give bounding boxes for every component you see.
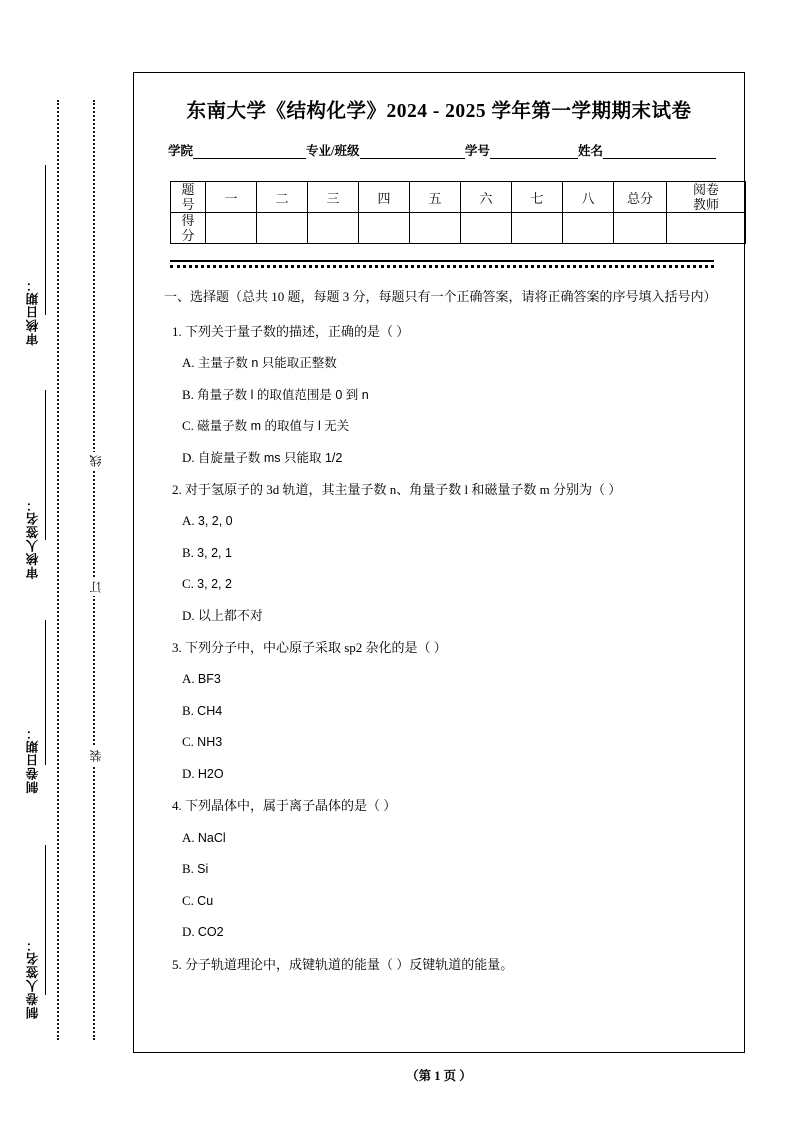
page-footer: （第 1 页 ） bbox=[406, 1069, 472, 1083]
question-4-number: 4. bbox=[172, 798, 182, 814]
question-2-option-b-key: B. bbox=[182, 544, 194, 560]
question-1-option-d-key: D. bbox=[182, 449, 195, 465]
question-1-option-a[interactable] bbox=[164, 354, 714, 373]
student-identity-line bbox=[168, 141, 716, 159]
question-4-option-c-key: C. bbox=[182, 892, 194, 908]
question-2-option-d-text: 以上都不对 bbox=[197, 607, 263, 623]
question-2-option-c[interactable] bbox=[164, 575, 714, 594]
score-cell-5[interactable] bbox=[410, 213, 461, 244]
question-1-option-c-key: C. bbox=[182, 418, 194, 434]
section-separator bbox=[170, 260, 714, 268]
score-cell-6[interactable] bbox=[461, 213, 512, 244]
question-3-option-c[interactable] bbox=[164, 733, 714, 752]
binding-margin bbox=[0, 0, 133, 1122]
question-3-option-b-key: B. bbox=[182, 702, 194, 718]
binding-dotted-line-inner bbox=[57, 100, 59, 1040]
row-header-score bbox=[171, 213, 206, 244]
question-1-option-c[interactable] bbox=[164, 417, 714, 436]
question-1-option-a-text: 主量子数 n 只能取正整数 bbox=[197, 356, 337, 371]
score-table bbox=[170, 181, 746, 244]
question-2-text: 对于氢原子的 3d 轨道，其主量子数 n、角量子数 l 和磁量子数 m 分别为（ ） bbox=[185, 482, 622, 498]
question-2-option-d-key: D. bbox=[182, 607, 195, 623]
question-3-text: 下列分子中，中心原子采取 sp2 杂化的是（ ） bbox=[185, 640, 447, 656]
table-cell-col-6: 六 bbox=[461, 182, 512, 213]
field-label-major-class: 专业/班级 bbox=[306, 144, 360, 158]
question-5 bbox=[164, 956, 714, 974]
question-1-option-a-key: A. bbox=[182, 355, 195, 371]
score-cell-7[interactable] bbox=[512, 213, 563, 244]
row-header-question-number bbox=[171, 182, 206, 213]
row-header-question-number-line2: 号 bbox=[181, 197, 195, 213]
binding-divider-3 bbox=[45, 620, 46, 765]
grader-label-line2: 教师 bbox=[692, 197, 719, 213]
question-2-option-a-text: 3, 2, 0 bbox=[197, 514, 233, 529]
question-2-option-a-key: A. bbox=[182, 513, 195, 529]
field-blank-college[interactable] bbox=[193, 145, 306, 159]
binding-divider-1 bbox=[45, 165, 46, 315]
question-3-option-d-key: D. bbox=[182, 765, 195, 781]
question-4-option-c[interactable] bbox=[164, 892, 714, 911]
table-cell-col-8: 八 bbox=[563, 182, 614, 213]
binding-dotted-line-outer bbox=[93, 100, 95, 1040]
question-3-option-a-key: A. bbox=[182, 671, 195, 687]
exam-body bbox=[164, 286, 717, 973]
table-cell-col-4: 四 bbox=[359, 182, 410, 213]
question-1 bbox=[164, 323, 714, 341]
question-2-option-c-text: 3, 2, 2 bbox=[197, 577, 232, 592]
row-header-score-line2: 分 bbox=[181, 228, 195, 244]
seal-char-seal: 装 bbox=[87, 747, 104, 765]
row-header-score-line1: 得 bbox=[181, 213, 195, 229]
score-cell-total[interactable] bbox=[614, 213, 667, 244]
score-cell-grader[interactable] bbox=[667, 213, 746, 244]
question-4-option-b-key: B. bbox=[182, 861, 194, 876]
page-title: 东南大学《结构化学》2024 - 2025 学年第一学期期末试卷 bbox=[186, 101, 692, 122]
question-1-option-d-text: 自旋量子数 ms 只能取 1/2 bbox=[197, 450, 343, 465]
question-1-option-d[interactable] bbox=[164, 449, 714, 468]
question-1-option-b[interactable] bbox=[164, 386, 714, 405]
question-1-number: 1. bbox=[172, 324, 182, 340]
exam-paper-frame bbox=[133, 72, 745, 1053]
table-cell-col-3: 三 bbox=[308, 182, 359, 213]
row-header-question-number-line1: 题 bbox=[181, 182, 195, 197]
question-2-option-b[interactable] bbox=[164, 544, 714, 563]
binding-label-reviewer-signature: 审核人签名： bbox=[26, 498, 40, 579]
question-3-option-b-text: CH4 bbox=[197, 703, 223, 718]
question-4-option-d-key: D. bbox=[182, 924, 195, 939]
field-blank-student-id[interactable] bbox=[490, 145, 578, 159]
score-cell-8[interactable] bbox=[563, 213, 614, 244]
question-4-option-a[interactable] bbox=[164, 829, 714, 848]
table-row-question-numbers bbox=[171, 182, 746, 213]
question-2-option-a[interactable] bbox=[164, 512, 714, 531]
field-blank-name[interactable] bbox=[603, 145, 716, 159]
question-3-option-d[interactable] bbox=[164, 765, 714, 784]
question-3-option-b[interactable] bbox=[164, 702, 714, 721]
table-cell-col-2: 二 bbox=[257, 182, 308, 213]
field-label-college: 学院 bbox=[168, 144, 194, 158]
field-label-student-id: 学号 bbox=[464, 144, 490, 158]
question-3-option-c-text: NH3 bbox=[197, 735, 223, 750]
question-3-option-d-text: H2O bbox=[197, 766, 224, 781]
score-cell-4[interactable] bbox=[359, 213, 410, 244]
question-4-option-b[interactable] bbox=[164, 860, 714, 879]
field-label-name: 姓名 bbox=[577, 144, 603, 158]
binding-divider-2 bbox=[45, 390, 46, 540]
score-cell-1[interactable] bbox=[206, 213, 257, 244]
question-2-number: 2. bbox=[172, 482, 182, 498]
question-1-option-c-text: 磁量子数 m 的取值与 l 无关 bbox=[197, 419, 350, 434]
question-5-number: 5. bbox=[172, 956, 182, 972]
question-3 bbox=[164, 639, 714, 657]
question-3-option-a-text: BF3 bbox=[197, 672, 221, 687]
table-row-scores bbox=[171, 213, 746, 244]
table-cell-grader-label bbox=[667, 182, 746, 213]
question-4-text: 下列晶体中，属于离子晶体的是（ ） bbox=[185, 798, 397, 814]
field-blank-major-class[interactable] bbox=[360, 145, 465, 159]
question-1-option-b-text: 角量子数 l 的取值范围是 0 到 n bbox=[197, 387, 369, 402]
question-2-option-d[interactable] bbox=[164, 607, 714, 625]
grader-label-line1: 阅卷 bbox=[692, 182, 719, 197]
seal-char-bind: 订 bbox=[87, 578, 104, 596]
question-4-option-b-text: Si bbox=[197, 862, 209, 876]
separator-dotted-rule bbox=[170, 265, 714, 268]
score-cell-2[interactable] bbox=[257, 213, 308, 244]
question-4-option-a-key: A. bbox=[182, 829, 195, 845]
question-3-option-c-key: C. bbox=[182, 734, 194, 750]
question-3-number: 3. bbox=[172, 640, 182, 656]
question-2-option-b-text: 3, 2, 1 bbox=[197, 545, 232, 560]
binding-label-printer-signature: 制卷人签名： bbox=[26, 938, 40, 1019]
table-cell-col-1: 一 bbox=[206, 182, 257, 213]
question-4-option-c-text: Cu bbox=[197, 893, 214, 908]
binding-label-print-date: 制卷日期： bbox=[26, 726, 40, 794]
binding-divider-4 bbox=[45, 845, 46, 995]
question-1-text: 下列关于量子数的描述，正确的是（ ） bbox=[185, 324, 410, 340]
binding-label-review-date: 审核日期： bbox=[26, 278, 40, 346]
question-3-option-a[interactable] bbox=[164, 670, 714, 689]
question-4-option-d[interactable] bbox=[164, 923, 714, 942]
question-1-option-b-key: B. bbox=[182, 386, 194, 402]
separator-solid-rule bbox=[170, 260, 714, 262]
score-cell-3[interactable] bbox=[308, 213, 359, 244]
table-cell-col-5: 五 bbox=[410, 182, 461, 213]
seal-char-line: 线 bbox=[87, 452, 104, 470]
question-4 bbox=[164, 797, 714, 815]
question-5-text: 分子轨道理论中，成键轨道的能量（ ）反键轨道的能量。 bbox=[185, 956, 514, 972]
table-cell-total-label: 总分 bbox=[614, 182, 667, 213]
question-4-option-d-text: CO2 bbox=[197, 925, 224, 939]
table-cell-col-7: 七 bbox=[512, 182, 563, 213]
question-4-option-a-text: NaCl bbox=[197, 830, 226, 845]
question-2 bbox=[164, 481, 714, 499]
section-heading-multiple-choice: 一、选择题（总共 10 题，每题 3 分，每题只有一个正确答案，请将正确答案的序号填入括号内） bbox=[164, 289, 717, 305]
question-2-option-c-key: C. bbox=[182, 576, 194, 592]
